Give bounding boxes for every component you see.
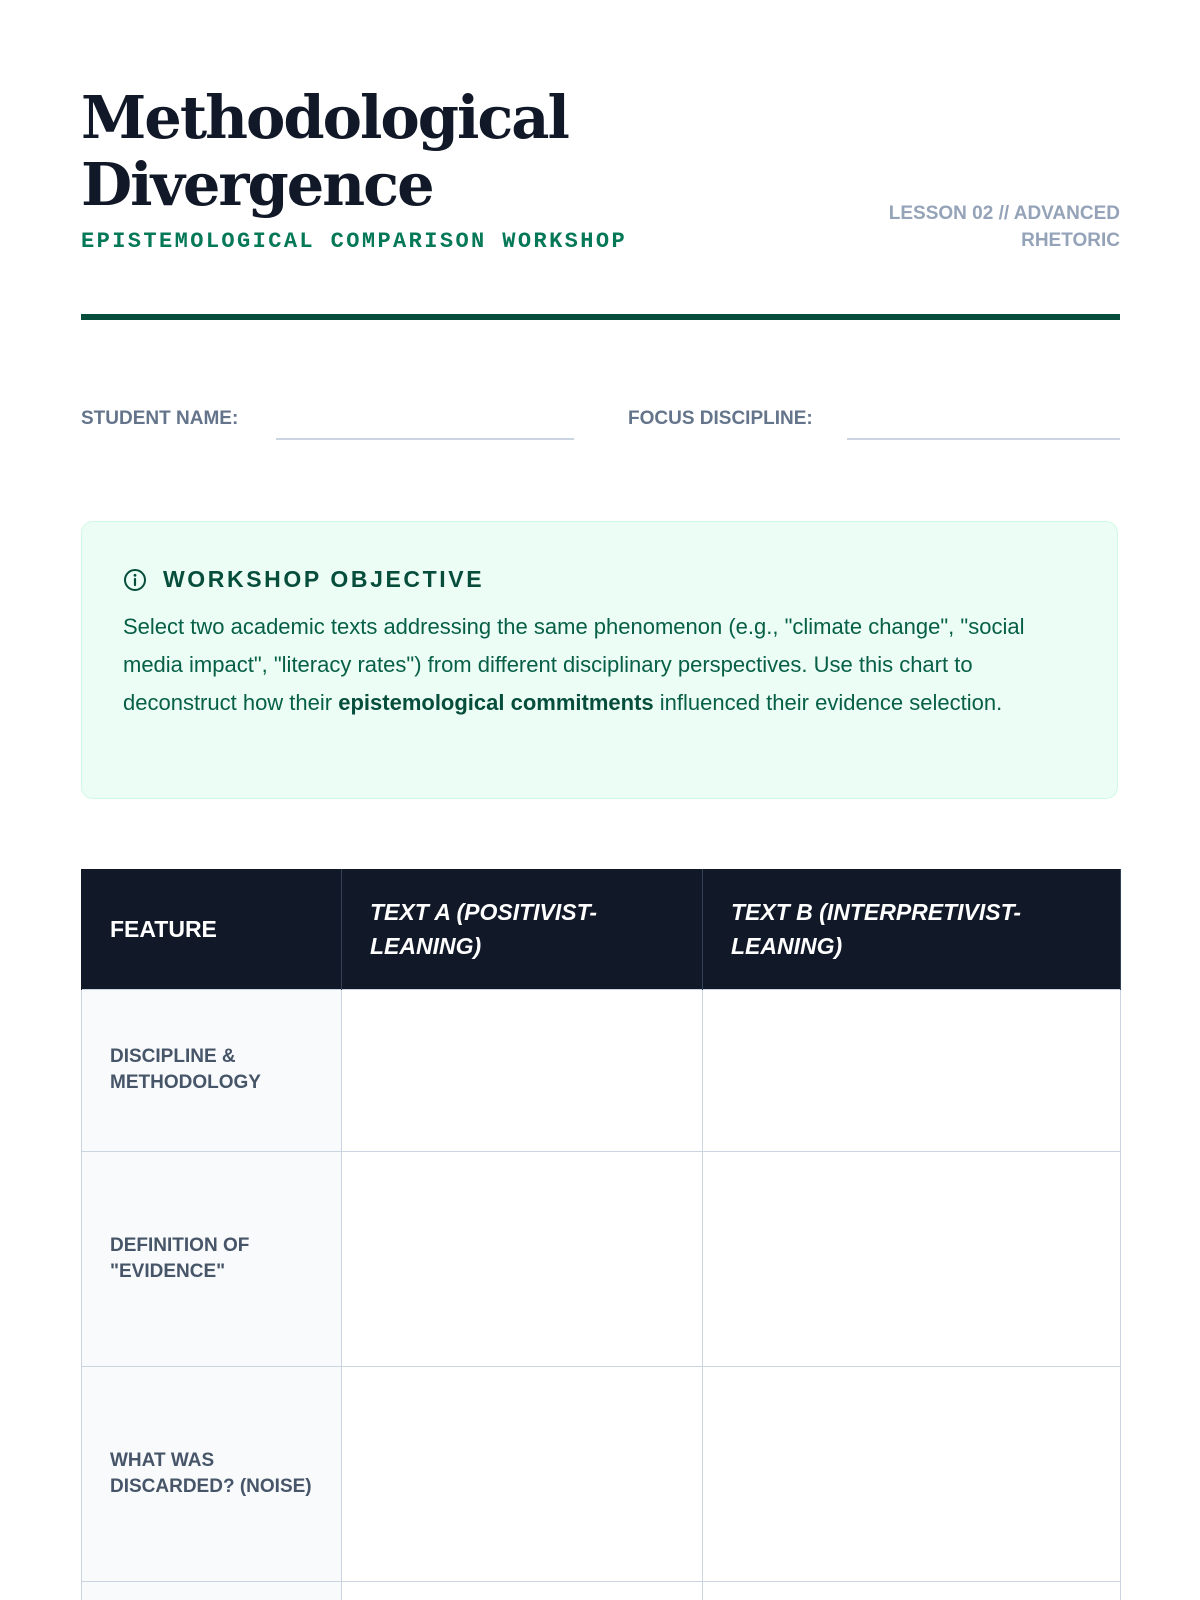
table-row [82, 1151, 1121, 1366]
lesson-line-1: LESSON 02 // ADVANCED [888, 203, 1120, 224]
text-a-cell[interactable] [342, 1581, 703, 1600]
table-header-row [82, 869, 1121, 989]
text-a-cell[interactable] [342, 989, 703, 1151]
page-subtitle: EPISTEMOLOGICAL COMPARISON WORKSHOP [81, 229, 628, 254]
text-b-cell[interactable] [703, 1581, 1121, 1600]
text-a-cell[interactable] [342, 1151, 703, 1366]
header-divider [81, 314, 1120, 320]
lesson-label [840, 200, 1120, 254]
title-line-1: Methodological [81, 83, 568, 152]
table-row [82, 1581, 1121, 1600]
comparison-table [81, 869, 1121, 1600]
objective-box [81, 521, 1118, 799]
objective-text [123, 608, 1083, 722]
table-row [82, 1366, 1121, 1581]
lesson-line-2: RHETORIC [1021, 230, 1120, 251]
feature-cell: DISCIPLINE & METHODOLOGY [82, 989, 342, 1151]
focus-discipline-field[interactable] [847, 438, 1120, 440]
feature-cell [82, 1581, 342, 1600]
text-b-cell[interactable] [703, 1366, 1121, 1581]
objective-heading: WORKSHOP OBJECTIVE [163, 566, 485, 592]
text-b-cell[interactable] [703, 1151, 1121, 1366]
column-header-text-b: TEXT B (INTERPRETIVIST-LEANING) [703, 869, 1121, 989]
focus-discipline-label: FOCUS DISCIPLINE: [628, 408, 813, 429]
title-line-2: Divergence [81, 150, 433, 219]
student-name-field[interactable] [276, 438, 574, 440]
column-header-text-a: TEXT A (POSITIVIST-LEANING) [342, 869, 703, 989]
objective-text-start: Select two academic texts addressing the same phenomenon (e.g., "climate change", "social media impact", "literacy rates") from different disciplinary perspectives. Use this chart to deconstruct how their [123, 614, 1025, 715]
text-b-cell[interactable] [703, 989, 1121, 1151]
page-title [81, 84, 641, 218]
objective-text-end: influenced their evidence selection. [653, 690, 1003, 715]
objective-text-emphasis: epistemological commitments [338, 690, 654, 715]
student-name-label: STUDENT NAME: [81, 408, 239, 429]
feature-cell: WHAT WAS DISCARDED? (NOISE) [82, 1366, 342, 1581]
text-a-cell[interactable] [342, 1366, 703, 1581]
feature-cell: DEFINITION OF "EVIDENCE" [82, 1151, 342, 1366]
table-row [82, 989, 1121, 1151]
info-icon [123, 568, 147, 592]
column-header-feature: FEATURE [82, 869, 342, 989]
